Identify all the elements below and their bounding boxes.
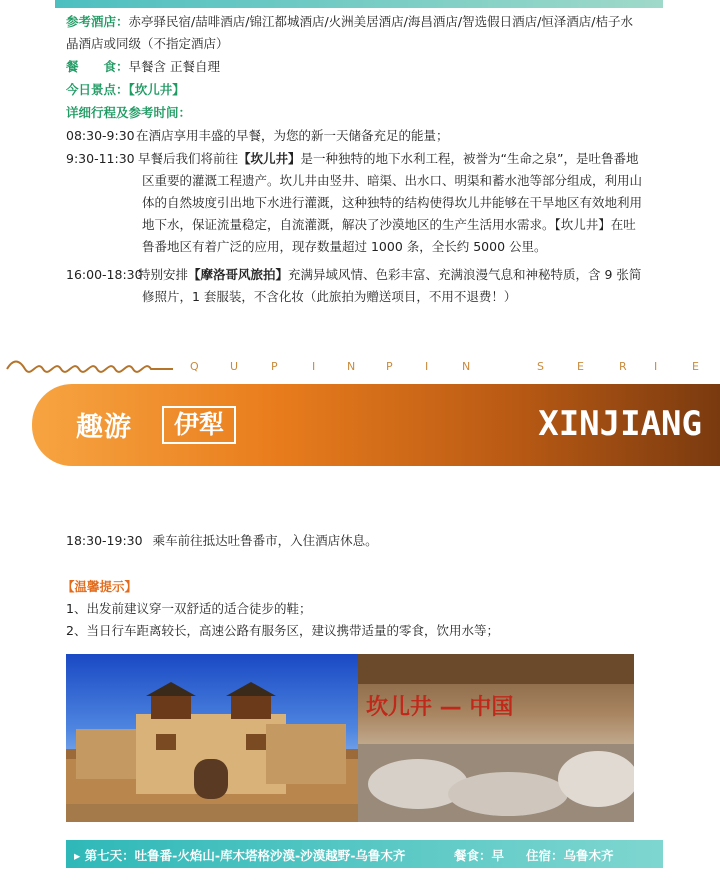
serie-letter: N — [462, 360, 471, 373]
karez-sign-illustration — [358, 654, 634, 822]
destination-banner — [32, 384, 720, 466]
city-gate-photo — [66, 654, 358, 822]
karez-sign-text: 坎儿井 — 中国 — [366, 695, 514, 720]
schedule-item — [66, 125, 666, 147]
schedule-time: 9:30-11:30 — [66, 151, 135, 166]
banner-xinjiang: XINJIANG — [538, 404, 702, 444]
serie-letter: I — [312, 360, 316, 373]
serie-letter: S — [537, 360, 544, 373]
hotel-line-2 — [66, 34, 229, 54]
schedule-time: 08:30-9:30 — [66, 128, 135, 143]
karez-museum-photo — [358, 654, 634, 822]
serie-letter: P — [271, 360, 278, 373]
meal-label: 餐 食： — [66, 59, 129, 74]
evening-text: 乘车前往抵达吐鲁番市，入住酒店休息。 — [152, 533, 378, 548]
previous-day-bar — [55, 0, 663, 8]
evening-line — [66, 531, 378, 551]
serie-letters — [190, 360, 710, 378]
schedule-time: 16:00-18:30 — [66, 267, 143, 282]
tip-item: 2、当日行车距离较长，高速公路有服务区，建议携带适量的零食，饮用水等； — [66, 623, 499, 638]
schedule-text-first: 早餐后我们将前往【坎儿井】是一种独特的地下水利工程，被誉为“生命之泉”，是吐鲁番地 — [138, 151, 639, 166]
wave-decoration-icon — [5, 357, 175, 373]
serie-letter: I — [654, 360, 658, 373]
banner-yili: 伊犁 — [162, 406, 236, 444]
schedule-text: 在酒店享用丰盛的早餐，为您的新一天储备充足的能量； — [136, 128, 449, 143]
hotel-line — [66, 12, 633, 32]
day7-stay: 住宿：乌鲁木齐 — [526, 848, 614, 863]
hotel-label: 参考酒店： — [66, 14, 129, 29]
spot-text: 【坎儿井】 — [128, 82, 185, 97]
serie-letter: I — [425, 360, 429, 373]
schedule-text-line: 区重要的灌溉工程遗产。坎儿井由竖井、暗渠、出水口、明渠和蓄水池等部分组成，利用山 — [142, 173, 643, 188]
hotel-text: 赤亭驿民宿/喆啡酒店/锦江都城酒店/火洲美居酒店/海昌酒店/智选假日酒店/恒泽酒店/桔子水 — [128, 14, 633, 29]
schedule-text-line: 鲁番地区有着广泛的应用，现存数量超过 1000 条，全长约 5000 公里。 — [142, 239, 547, 254]
schedule-text-line: 体的自然坡度引出地下水进行灌溉，这种独特的结构使得坎儿井能够在干旱地区有效地利用 — [142, 195, 643, 210]
tips-title: 【温馨提示】 — [62, 579, 138, 594]
schedule-text-line: 地下水，保证流量稳定，自流灌溉，解决了沙漠地区的生产生活用水需求。【坎儿井】在吐 — [142, 217, 636, 232]
spot-line — [66, 80, 185, 100]
city-gate-illustration — [66, 654, 358, 822]
schedule-item — [66, 148, 666, 260]
meal-text: 早餐含 正餐自理 — [128, 59, 220, 74]
serie-letter: U — [230, 360, 239, 373]
day7-bar — [66, 840, 663, 868]
serie-letter: P — [386, 360, 393, 373]
serie-letter: Q — [190, 360, 199, 373]
schedule-text-first: 特别安排【摩洛哥风旅拍】充满异域风情、色彩丰富、充满浪漫气息和神秘特质，含 9 张简 — [138, 267, 642, 282]
banner-quyou: 趣游 — [76, 412, 132, 443]
serie-letter: N — [347, 360, 356, 373]
schedule-item — [66, 264, 666, 308]
serie-divider — [0, 354, 720, 382]
meal-line — [66, 57, 220, 77]
spot-label: 今日景点： — [66, 82, 129, 97]
tip-item: 1、出发前建议穿一双舒适的适合徒步的鞋； — [66, 601, 312, 616]
serie-letter: E — [577, 360, 584, 373]
evening-time: 18:30-19:30 — [66, 533, 143, 548]
serie-letter: E — [692, 360, 699, 373]
day7-meal: 餐食：早 — [454, 848, 505, 863]
hotel-text-2: 晶酒店或同级（不指定酒店） — [66, 36, 229, 51]
schedule-text-line: 修照片，1 套服装，不含化妆（此旅拍为赠送项目，不用不退费！） — [142, 289, 517, 304]
serie-letter: R — [619, 360, 627, 373]
day7-title: ▸ 第七天：吐鲁番-火焰山-库木塔格沙漠-沙漠越野-乌鲁木齐 — [74, 848, 406, 863]
schedule-title: 详细行程及参考时间： — [66, 105, 192, 120]
